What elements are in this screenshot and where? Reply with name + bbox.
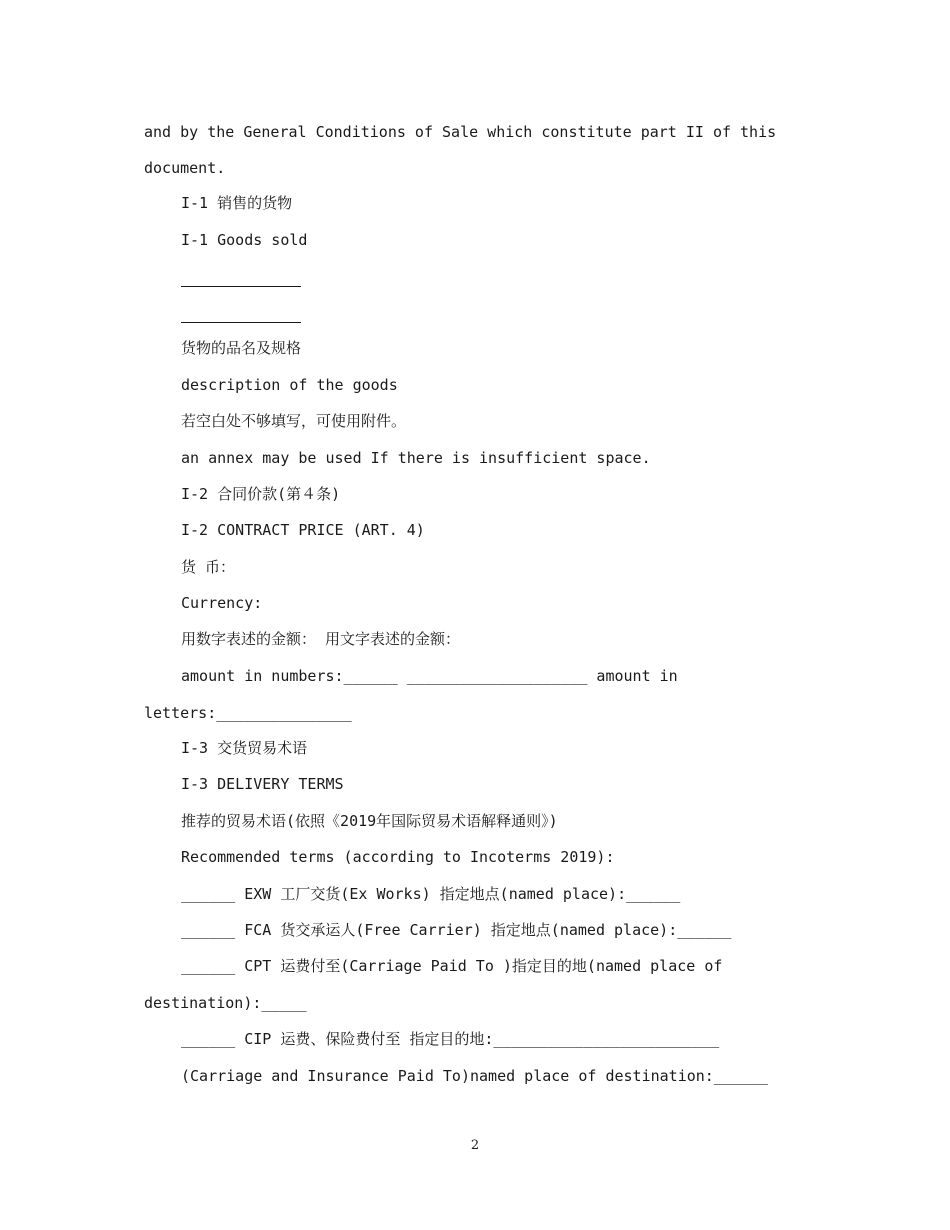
text-line-recommended-en: Recommended terms (according to Incoterms 2019): bbox=[181, 848, 615, 866]
text-line-annex-cn: 若空白处不够填写，可使用附件。 bbox=[181, 412, 407, 430]
heading-i2-en: I-2 CONTRACT PRICE (ART. 4) bbox=[181, 521, 425, 539]
heading-i1-en: I-1 Goods sold bbox=[181, 231, 308, 249]
blank-line-1 bbox=[181, 286, 301, 287]
text-line-recommended-cn: 推荐的贸易术语(依照《2019年国际贸易术语解释通则》) bbox=[181, 812, 558, 830]
text-line-intro-2: document. bbox=[144, 159, 226, 177]
text-line-cpt: ______ CPT 运费付至(Carriage Paid To )指定目的地(named place of bbox=[181, 957, 723, 975]
text-line-cip-cn: ______ CIP 运费、保险费付至 指定目的地:_________________________ bbox=[181, 1030, 720, 1048]
text-line-exw: ______ EXW 工厂交货(Ex Works) 指定地点(named place):______ bbox=[181, 885, 681, 903]
page-number: 2 bbox=[470, 1138, 480, 1153]
text-line-amount-en: amount in numbers:______ ____________________ amount in bbox=[181, 667, 678, 685]
text-line-annex-en: an annex may be used If there is insufficient space. bbox=[181, 449, 651, 467]
heading-i3-cn: I-3 交货贸易术语 bbox=[181, 739, 308, 757]
text-line-amount-letters: letters:_______________ bbox=[144, 704, 352, 722]
heading-i1-cn: I-1 销售的货物 bbox=[181, 194, 293, 212]
text-line-currency-en: Currency: bbox=[181, 594, 263, 612]
heading-i3-en: I-3 DELIVERY TERMS bbox=[181, 775, 344, 793]
heading-i2-cn: I-2 合同价款(第４条) bbox=[181, 485, 341, 503]
text-line-cpt-destination: destination):_____ bbox=[144, 994, 307, 1012]
text-line-intro-1: and by the General Conditions of Sale which constitute part II of this bbox=[144, 123, 777, 141]
text-line-goods-desc-cn: 货物的品名及规格 bbox=[181, 339, 302, 357]
text-line-currency-cn: 货 币： bbox=[181, 558, 236, 576]
text-line-goods-desc-en: description of the goods bbox=[181, 376, 398, 394]
blank-line-2 bbox=[181, 322, 301, 323]
text-line-cip-en: (Carriage and Insurance Paid To)named place of destination:______ bbox=[181, 1067, 768, 1085]
text-line-amount-cn: 用数字表述的金额： 用文字表述的金额： bbox=[181, 630, 461, 648]
text-line-fca: ______ FCA 货交承运人(Free Carrier) 指定地点(named place):______ bbox=[181, 921, 732, 939]
